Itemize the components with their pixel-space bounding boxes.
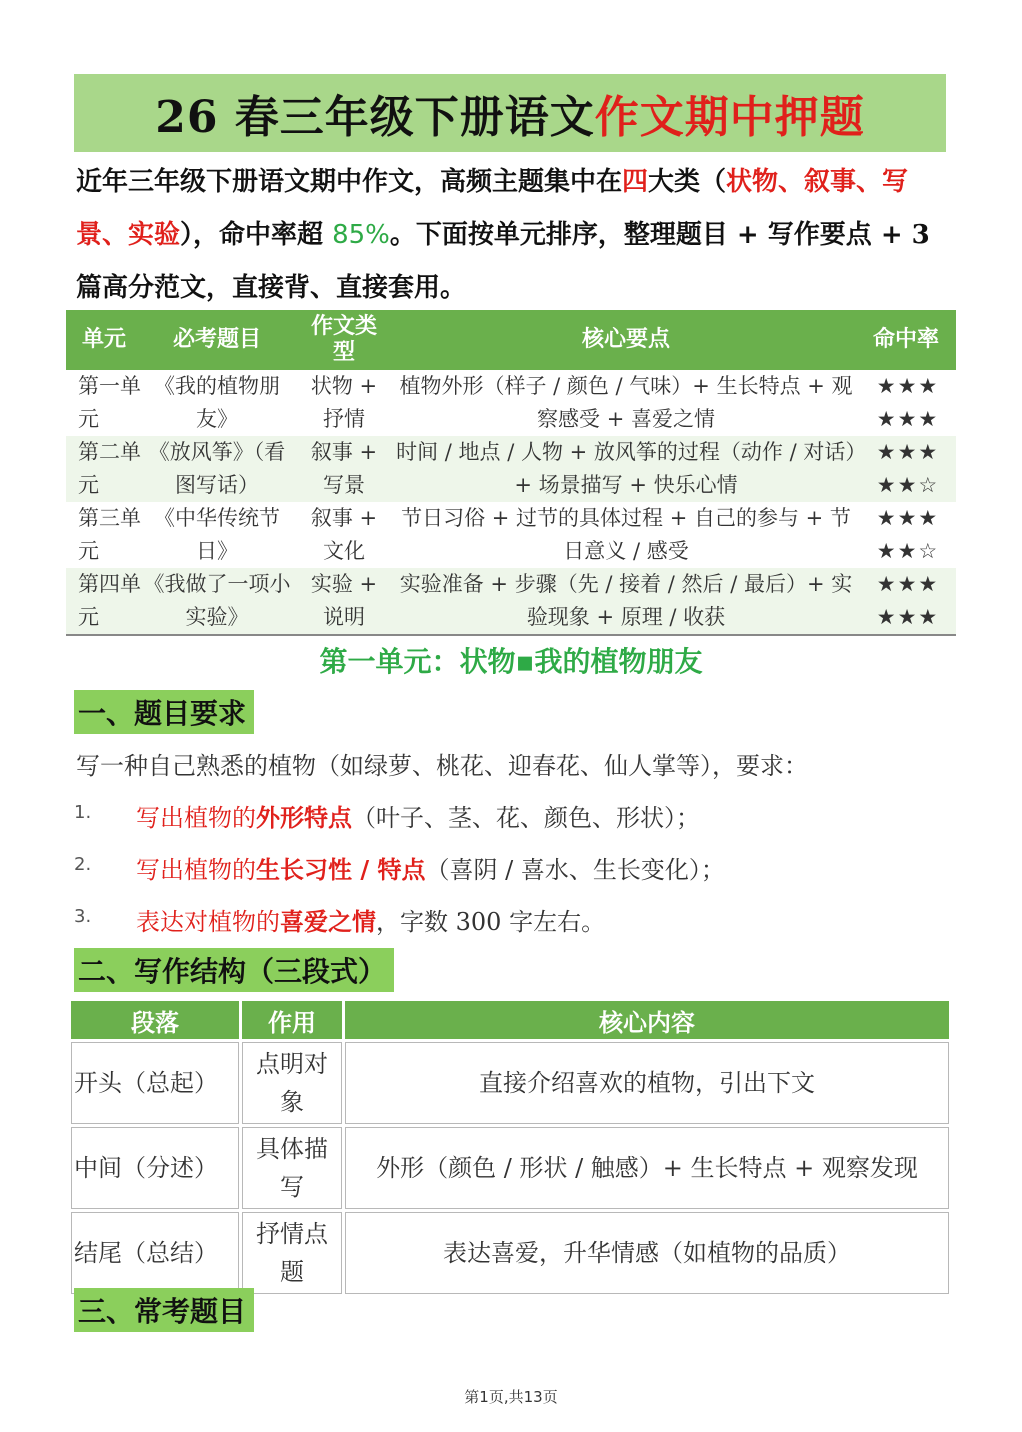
table-row (71, 1127, 949, 1209)
intro-text-4: 。下面按单元排序，整理题目 + 写作要点 + 3 篇高分范文，直接背、直接套用。 (76, 220, 930, 303)
table-row (66, 436, 956, 502)
intro-percent: 85% (332, 220, 390, 250)
title-highlight: 作文期中押题 (594, 92, 865, 143)
type-cell: 实验 + 说明 (292, 568, 396, 635)
unit-heading: 第一单元：状物▪我的植物朋友 (319, 645, 703, 678)
structure-table (68, 998, 952, 1297)
rating-line-2: ★★★ (876, 407, 940, 431)
part-cell: 中间（分述） (71, 1127, 239, 1209)
req-detail: ，字数 300 字左右。 (376, 908, 606, 936)
table-row (71, 1212, 949, 1294)
role-cell: 具体描写 (242, 1127, 342, 1209)
unit-cell: 第三单元 (66, 502, 142, 568)
intro-text-2: 大类（ (648, 167, 727, 197)
rating-line-1: ★★★ (876, 506, 940, 530)
exam-topics-table (66, 310, 956, 636)
table-row (71, 1042, 949, 1124)
part-cell: 结尾（总结） (71, 1212, 239, 1294)
intro-four: 四 (622, 167, 649, 197)
col-header-part: 段落 (71, 1001, 239, 1039)
table-row (66, 568, 956, 635)
req-text: 写出植物的 (136, 804, 256, 832)
rating-stars (856, 436, 956, 502)
content-cell: 外形（颜色 / 形状 / 触感）+ 生长特点 + 观察发现 (345, 1127, 949, 1209)
list-item (74, 850, 725, 885)
type-cell: 叙事 + 写景 (292, 436, 396, 502)
page-number: 第1页,共13页 (464, 1388, 558, 1406)
list-item (74, 902, 605, 937)
intro-text-1: 近年三年级下册语文期中作文，高频主题集中在 (76, 167, 623, 197)
table-row (66, 502, 956, 568)
section-label-common-topics: 三、常考题目 (74, 1288, 254, 1332)
topic-cell: 《放风筝》（看图写话） (142, 436, 292, 502)
type-cell: 状物 + 抒情 (292, 370, 396, 436)
col-header-rate: 命中率 (856, 310, 956, 370)
col-header-role: 作用 (242, 1001, 342, 1039)
rating-line-2: ★★☆ (876, 473, 940, 497)
points-cell: 时间 / 地点 / 人物 + 放风筝的过程（动作 / 对话）+ 场景描写 + 快乐心情 (396, 436, 856, 502)
rating-line-1: ★★★ (876, 572, 940, 596)
req-detail: （喜阴 / 喜水、生长变化）； (425, 856, 725, 884)
rating-line-1: ★★★ (876, 440, 940, 464)
intro-categories: 状物、叙事、写景、实验 (76, 167, 909, 250)
intro-text-3: ），命中率超 (180, 220, 333, 250)
topic-cell: 《我做了一项小实验》 (142, 568, 292, 635)
points-cell: 节日习俗 + 过节的具体过程 + 自己的参与 + 节日意义 / 感受 (396, 502, 856, 568)
topic-cell: 《中华传统节日》 (142, 502, 292, 568)
unit-cell: 第四单元 (66, 568, 142, 635)
list-item (74, 798, 700, 833)
points-cell: 实验准备 + 步骤（先 / 接着 / 然后 / 最后）+ 实验现象 + 原理 / 收获 (396, 568, 856, 635)
table-row (66, 370, 956, 436)
unit-cell: 第一单元 (66, 370, 142, 436)
req-keyword: 外形特点 (256, 803, 352, 832)
rating-stars (856, 502, 956, 568)
req-text: 表达对植物的 (136, 908, 280, 936)
list-number: 1. (74, 802, 92, 823)
col-header-type: 作文类型 (292, 310, 396, 370)
page-title (74, 74, 946, 152)
col-header-points: 核心要点 (396, 310, 856, 370)
list-number: 2. (74, 854, 92, 875)
req-keyword: 喜爱之情 (280, 907, 376, 936)
col-header-unit: 单元 (66, 310, 142, 370)
rating-line-1: ★★★ (876, 374, 940, 398)
role-cell: 抒情点题 (242, 1212, 342, 1294)
req-detail: （叶子、茎、花、颜色、形状）； (352, 804, 700, 832)
type-cell: 叙事 + 文化 (292, 502, 396, 568)
section-label-requirements: 一、题目要求 (74, 690, 254, 734)
rating-line-2: ★★☆ (876, 539, 940, 563)
topic-cell: 《我的植物朋友》 (142, 370, 292, 436)
col-header-topic: 必考题目 (142, 310, 292, 370)
list-number: 3. (74, 906, 92, 927)
col-header-content: 核心内容 (345, 1001, 949, 1039)
title-main: 26 春三年级下册语文 (155, 92, 595, 143)
content-cell: 直接介绍喜欢的植物，引出下文 (345, 1042, 949, 1124)
role-cell: 点明对象 (242, 1042, 342, 1124)
intro-paragraph (76, 156, 956, 315)
section-label-structure: 二、写作结构（三段式） (74, 948, 394, 992)
points-cell: 植物外形（样子 / 颜色 / 气味）+ 生长特点 + 观察感受 + 喜爱之情 (396, 370, 856, 436)
part-cell: 开头（总起） (71, 1042, 239, 1124)
req-text: 写出植物的 (136, 856, 256, 884)
unit-cell: 第二单元 (66, 436, 142, 502)
rating-stars (856, 568, 956, 635)
requirements-description: 写一种自己熟悉的植物（如绿萝、桃花、迎春花、仙人掌等），要求： (76, 752, 808, 780)
rating-stars (856, 370, 956, 436)
rating-line-2: ★★★ (876, 605, 940, 629)
req-keyword: 生长习性 / 特点 (256, 855, 426, 884)
content-cell: 表达喜爱，升华情感（如植物的品质） (345, 1212, 949, 1294)
